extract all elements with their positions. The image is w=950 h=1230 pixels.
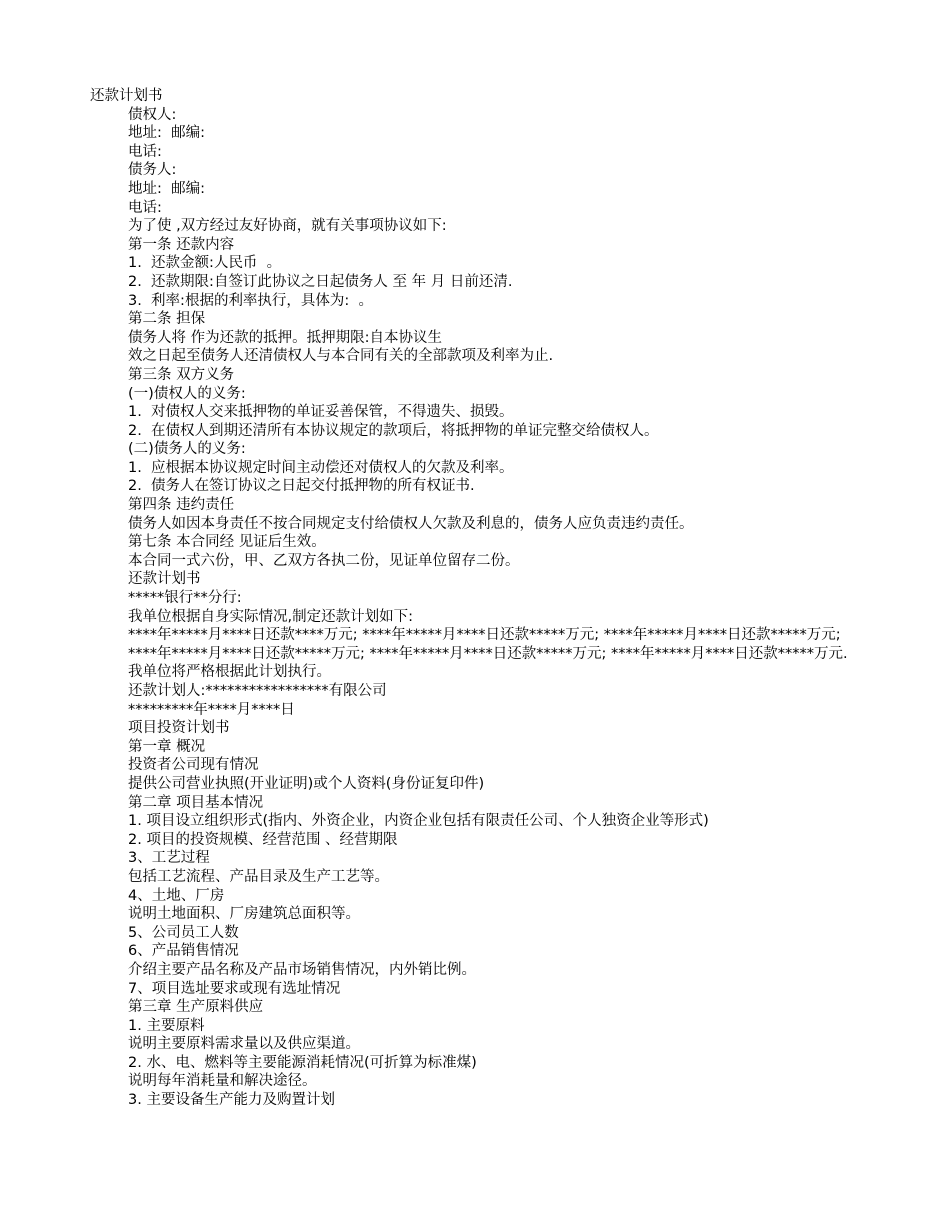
document-line: 2. 水、电、燃料等主要能源消耗情况(可折算为标准煤) (128, 1054, 477, 1071)
document-line: 效之日起至债务人还清债权人与本合同有关的全部款项及利率为止. (128, 348, 554, 365)
document-line: 我单位根据自身实际情况,制定还款计划如下: (128, 608, 413, 625)
document-line: 7、项目选址要求或现有选址情况 (128, 980, 341, 997)
document-line: *********年****月****日 (128, 701, 295, 718)
document-line: 1. 还款金额:人民币 。 (128, 255, 282, 272)
document-line: 地址: 邮编: (128, 125, 205, 142)
document-line: 2. 项目的投资规模、经营范围 、经营期限 (128, 831, 398, 848)
document-line: 3. 主要设备生产能力及购置计划 (128, 1092, 335, 1109)
document-line: 第四条 违约责任 (128, 497, 235, 514)
document-line: 4、土地、厂房 (128, 887, 225, 904)
document-line: 5、公司员工人数 (128, 924, 239, 941)
document-line: (二)债务人的义务: (128, 441, 246, 458)
document-line: 说明土地面积、厂房建筑总面积等。 (128, 906, 360, 923)
document-line: 1. 项目设立组织形式(指内、外资企业，内资企业包括有限责任公司、个人独资企业等形式) (128, 813, 709, 830)
document-line: 第三条 双方义务 (128, 366, 235, 383)
document-line: ****年*****月****日还款*****万元; ****年*****月****日还款*****万元; ****年*****月****日还款*****万元. (128, 645, 848, 662)
document-line: 本合同一式六份，甲、乙双方各执二份，见证单位留存二份。 (128, 552, 520, 569)
document-line: 2. 还款期限:自签订此协议之日起债务人 至 年 月 日前还清. (128, 273, 513, 290)
document-line: ****年*****月****日还款****万元; ****年*****月****日还款*****万元; ****年*****月****日还款*****万元; (128, 627, 841, 644)
document-line: 为了使 ,双方经过友好协商，就有关事项协议如下: (128, 218, 447, 235)
document-line: 债务人如因本身责任不按合同规定支付给债权人欠款及利息的，债务人应负责违约责任。 (128, 515, 694, 532)
document-line: 3、工艺过程 (128, 850, 210, 867)
document-line: 债权人: (128, 106, 177, 123)
document-line: 电话: (128, 199, 162, 216)
document-line: 债务人将 作为还款的抵押。抵押期限:自本协议生 (128, 329, 442, 346)
document-line: 第三章 生产原料供应 (128, 999, 264, 1016)
document-line: 1. 对债权人交来抵押物的单证妥善保管，不得遗失、损毁。 (128, 404, 514, 421)
document-line: 6、产品销售情况 (128, 943, 239, 960)
document-line: 2. 债务人在签订协议之日起交付抵押物的所有权证书. (128, 478, 475, 495)
document-line: 我单位将严格根据此计划执行。 (128, 664, 331, 681)
document-line: 还款计划人:*****************有限公司 (128, 683, 387, 699)
document-line: 第二条 担保 (128, 311, 206, 328)
document-line: *****银行**分行: (128, 590, 242, 607)
document-line: 债务人: (128, 162, 177, 179)
document-line: 第一章 概况 (128, 738, 206, 755)
document-line: 1. 主要原料 (128, 1017, 205, 1034)
document-line: 地址: 邮编: (128, 180, 205, 197)
document-line: 还款计划书 (128, 571, 201, 588)
document-line: 还款计划书 (90, 88, 163, 104)
document-line: 2. 在债权人到期还清所有本协议规定的款项后，将抵押物的单证完整交给债权人。 (128, 422, 659, 439)
document-line: 第一条 还款内容 (128, 236, 235, 253)
document-line: 说明主要原料需求量以及供应渠道。 (128, 1036, 360, 1053)
document-line: 3. 利率:根据的利率执行，具体为: 。 (128, 292, 374, 309)
document-line: 介绍主要产品名称及产品市场销售情况，内外销比例。 (128, 961, 476, 978)
document-line: 电话: (128, 143, 162, 160)
document-line: (一)债权人的义务: (128, 385, 246, 402)
document-line: 项目投资计划书 (128, 720, 230, 737)
document-line: 第七条 本合同经 见证后生效。 (128, 534, 326, 551)
document-line: 第二章 项目基本情况 (128, 794, 264, 811)
document-line: 说明每年消耗量和解决途径。 (128, 1073, 317, 1090)
document-body (90, 87, 870, 1110)
document-line: 1. 应根据本协议规定时间主动偿还对债权人的欠款及利率。 (128, 459, 514, 476)
document-line: 包括工艺流程、产品目录及生产工艺等。 (128, 868, 389, 885)
document-line: 提供公司营业执照(开业证明)或个人资料(身份证复印件) (128, 775, 485, 792)
document-line: 投资者公司现有情况 (128, 757, 259, 774)
